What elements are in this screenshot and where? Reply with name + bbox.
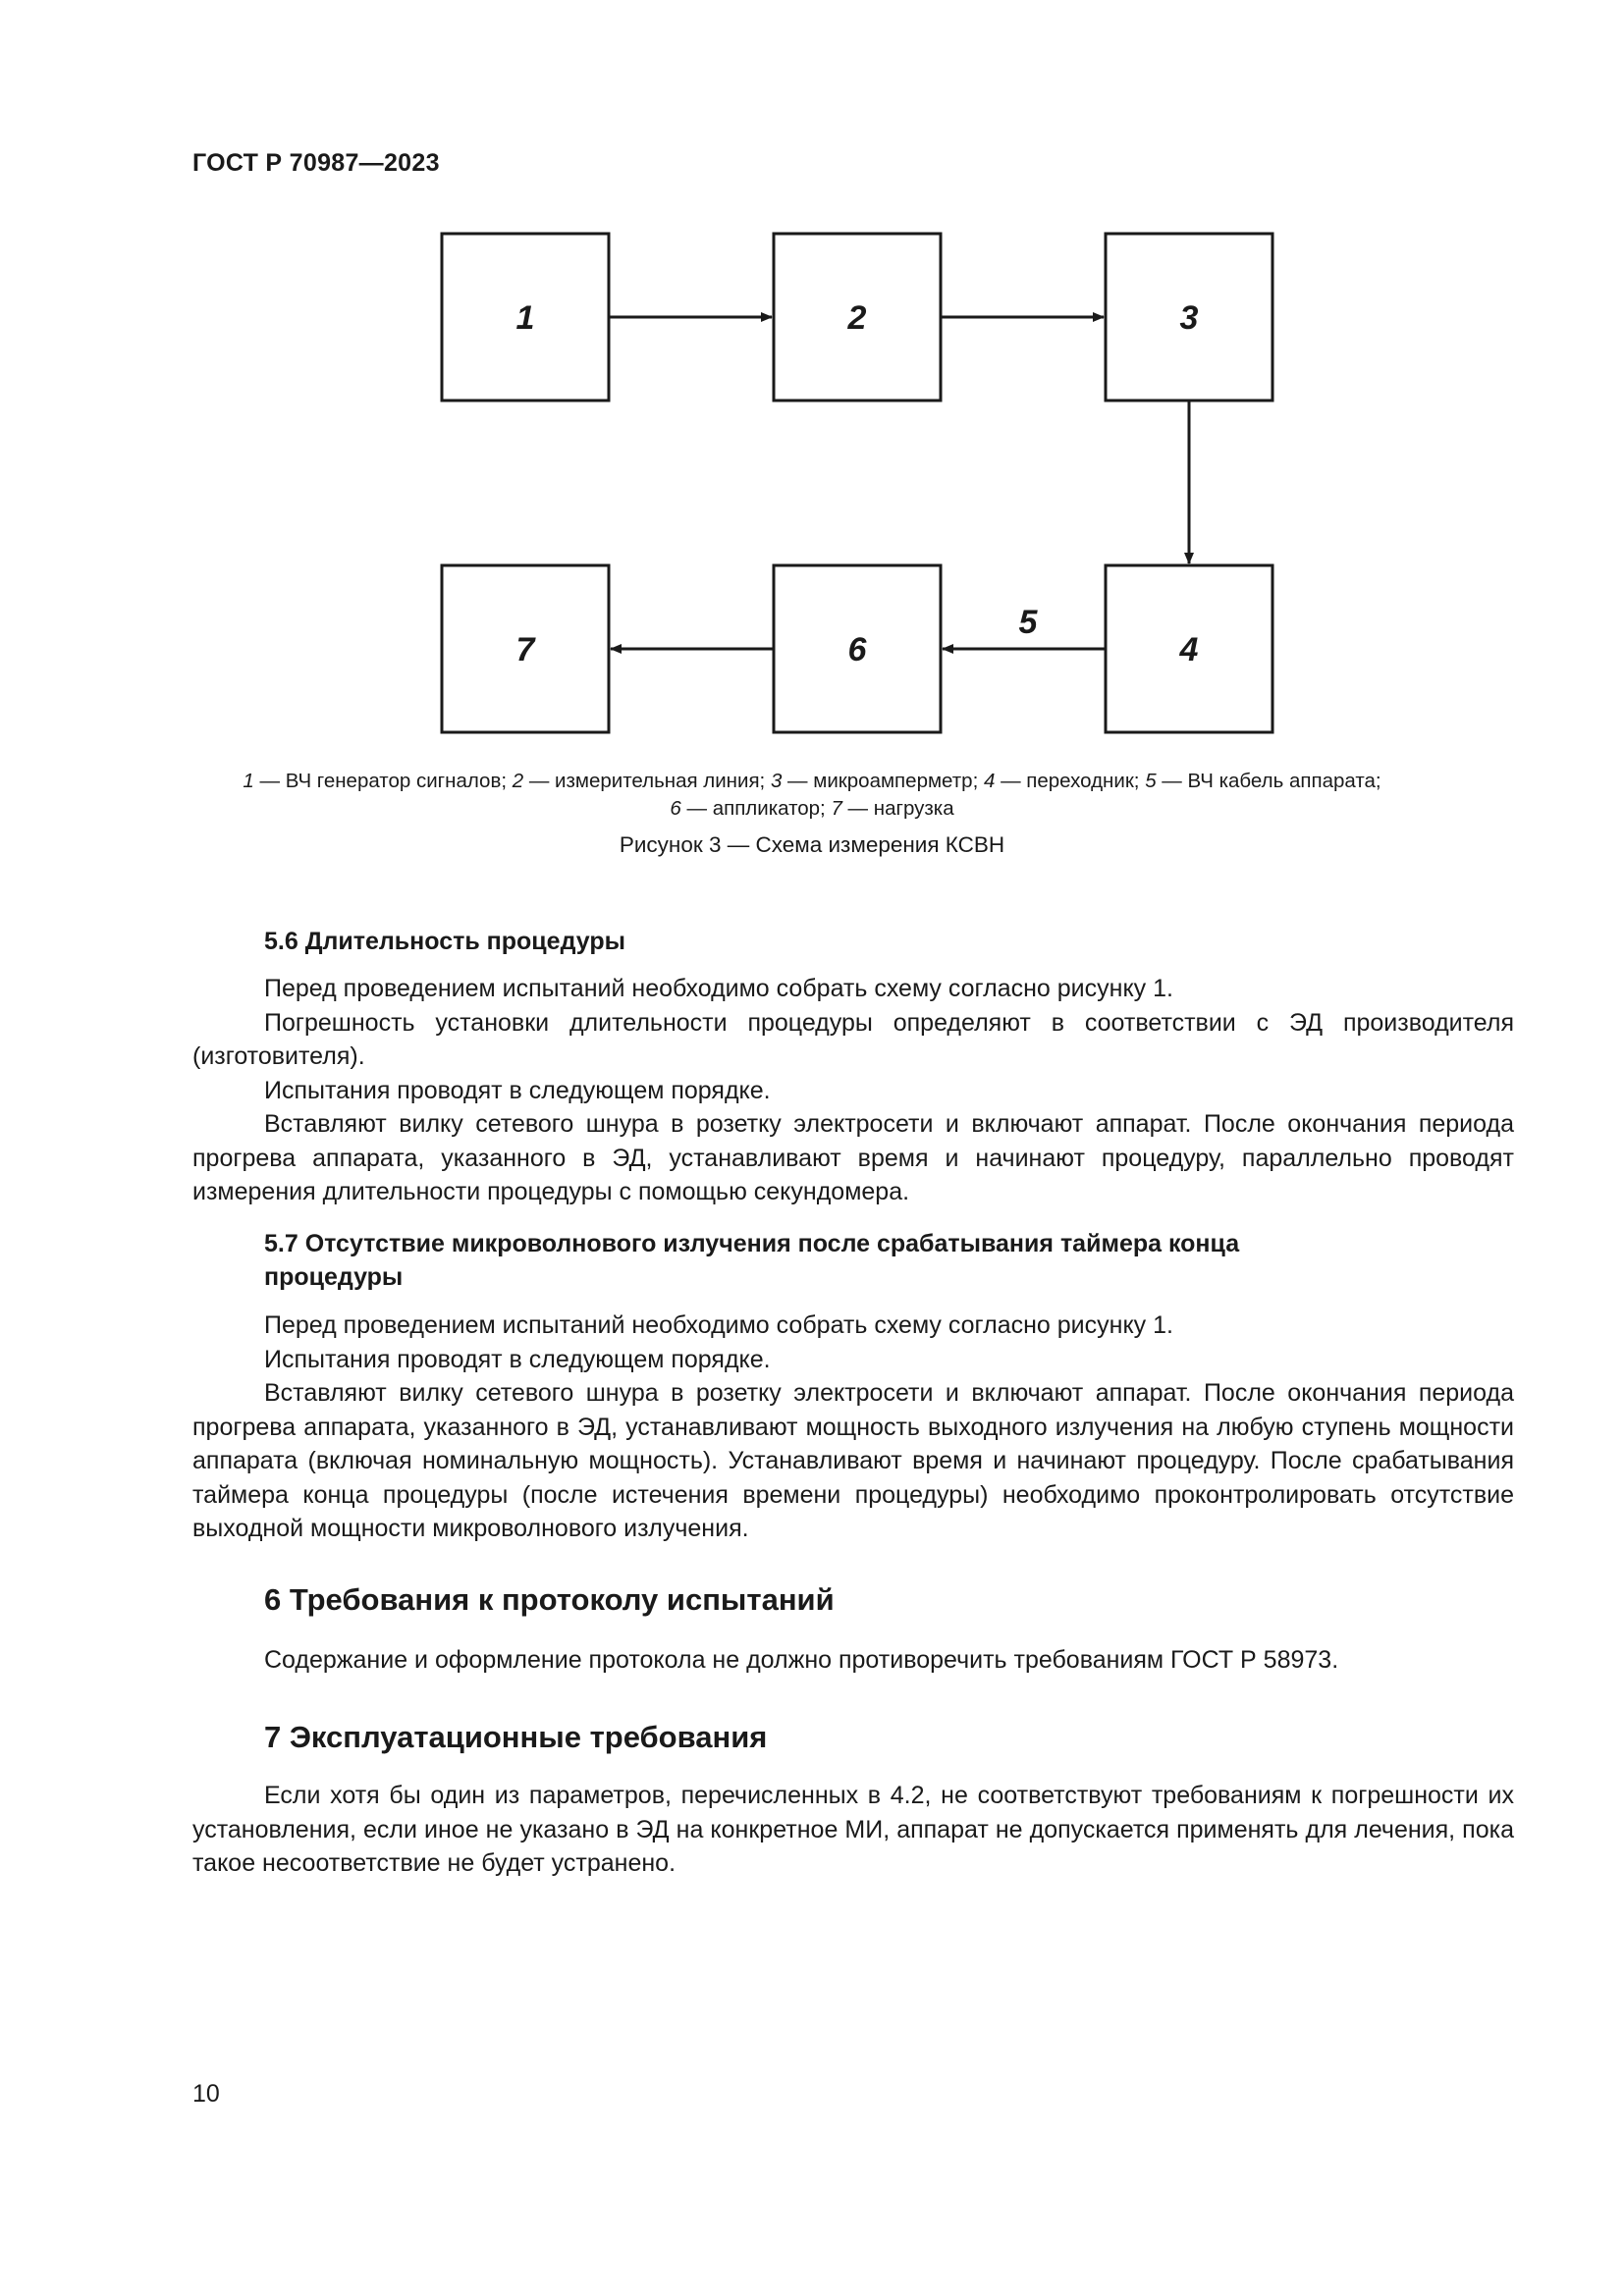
block-2-label: 2 xyxy=(847,299,867,337)
section-5-7-heading: 5.7 Отсутствие микроволнового излучения после срабатывания таймера конца процедуры xyxy=(264,1230,1240,1291)
paragraph: Перед проведением испытаний необходимо собрать схему согласно рисунку 1. xyxy=(264,1311,1173,1339)
section-7-body xyxy=(192,1779,1514,1881)
paragraph: Испытания проводят в следующем порядке. xyxy=(264,1345,771,1373)
figure-legend xyxy=(192,768,1432,823)
paragraph: Погрешность установки длительности процедуры определяют в соответствии с ЭД производителя (изготовителя). xyxy=(192,1008,1514,1070)
section-7-heading: 7 Эксплуатационные требования xyxy=(264,1720,768,1754)
block-7-label: 7 xyxy=(515,631,535,668)
paragraph: Испытания проводят в следующем порядке. xyxy=(264,1076,771,1104)
block-4-label: 4 xyxy=(1179,631,1199,668)
paragraph: Содержание и оформление протокола не должно противоречить требованиям ГОСТ Р 58973. xyxy=(264,1646,1339,1674)
section-5-6-body xyxy=(192,972,1514,1209)
figure-title: Рисунок 3 — Схема измерения КСВН xyxy=(619,832,1005,857)
section-6-heading: 6 Требования к протоколу испытаний xyxy=(264,1582,835,1617)
paragraph: Если хотя бы один из параметров, перечисленных в 4.2, не соответствуют требованиям к погрешности их установления, если иное не указано в ЭД на конкретное МИ, аппарат не допускается применять для лечения, пока такое несоответствие не будет устранено. xyxy=(192,1782,1514,1877)
block-6-label: 6 xyxy=(847,631,867,668)
legend-line-2: 6 — аппликатор; 7 — нагрузка xyxy=(670,797,954,820)
section-5-6-heading: 5.6 Длительность процедуры xyxy=(264,928,625,955)
section-5-7-body xyxy=(192,1308,1514,1546)
paragraph: Вставляют вилку сетевого шнура в розетку электросети и включают аппарат. После окончания периода прогрева аппарата, указанного в ЭД, устанавливают мощность выходного излучения на любую ступень мощности аппарата (включая номинальную мощность). Устанавливают время и начинают процедуру. После срабатывания таймера конца процедуры (после истечения времени процедуры) необходимо проконтролировать отсутствие выходной мощности микроволнового излучения. xyxy=(192,1379,1514,1542)
paragraph: Перед проведением испытаний необходимо собрать схему согласно рисунку 1. xyxy=(264,975,1173,1002)
document-code: ГОСТ Р 70987—2023 xyxy=(192,149,440,177)
block-1-label: 1 xyxy=(515,299,535,337)
paragraph: Вставляют вилку сетевого шнура в розетку электросети и включают аппарат. После окончания периода прогрева аппарата, указанного в ЭД, устанавливают время и начинают процедуру, параллельно проводят измерения длительности процедуры с помощью секундомера. xyxy=(192,1110,1514,1205)
page-number: 10 xyxy=(192,2080,220,2108)
ksvn-block-diagram xyxy=(0,0,1624,785)
section-6-body xyxy=(192,1643,1514,1678)
legend-line-1: 1 — ВЧ генератор сигналов; 2 — измерительная линия; 3 — микроамперметр; 4 — переходник; 5 — ВЧ кабель аппарата; xyxy=(243,770,1381,792)
cable-5-label: 5 xyxy=(1018,604,1038,641)
block-3-label: 3 xyxy=(1179,299,1199,337)
